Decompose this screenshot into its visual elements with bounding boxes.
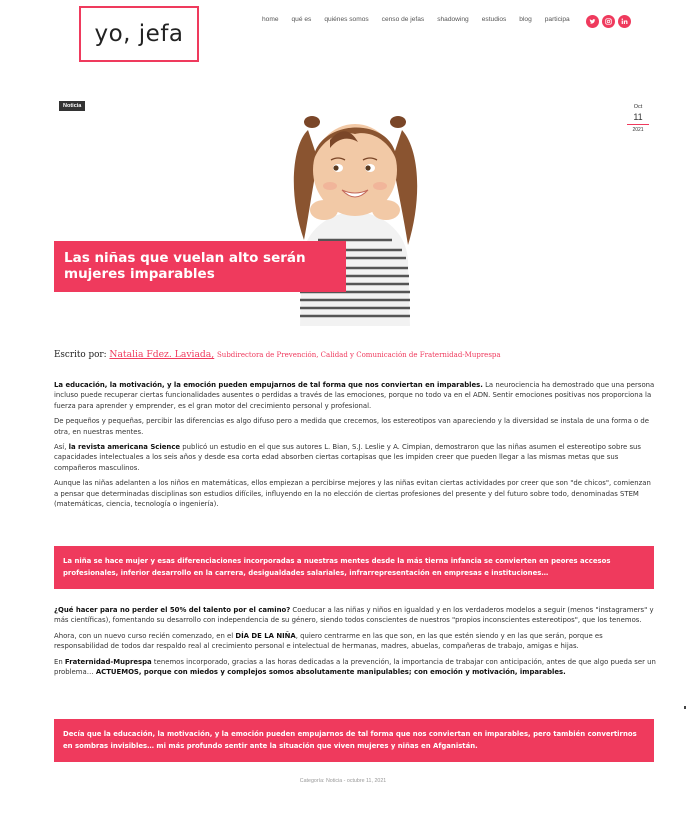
paragraph-1-text: La neurociencia ha demostrado que una persona incluso puede recuperar ciertas funcionalidades ausentes o perdidas a través de las emociones, porque no todo va en el ADN. Sentir emociones positivas nos proporciona la fuerza para aprender y emprender, es el gran motor del crecimiento personal y profesional. — [54, 381, 655, 410]
date-year: 2021 — [632, 127, 644, 133]
category-tag[interactable]: Noticia — [59, 101, 85, 111]
paragraph-1 — [54, 380, 656, 411]
author-prefix: Escrito por: — [54, 350, 107, 360]
paragraph-6-text: , quiero centrarme en las que son, en las que estén siendo y en las que serán, porque es responsabilidad de todos dar respaldo real al crecimiento personal e intelectual de hermanas, madres, abuelas, compañeras de trabajo, amigas e hijas. — [54, 631, 603, 651]
highlight-quote-2: Decía que la educación, la motivación, y la emoción pueden empujarnos de tal forma que nos conviertan en imparables, pero también convertirnos en sombras invisibles… mi más profundo sentir ante la situación que viven mujeres y niñas en Afganistán. — [54, 719, 654, 762]
nav-quienes-somos[interactable]: quiénes somos — [324, 16, 369, 23]
paragraph-6-bold: DÍA DE LA NIÑA — [235, 631, 296, 640]
paragraph-4: Aunque las niñas adelanten a los niños en matemáticas, ellos empiezan a percibirse mejores y las niñas evitan ciertas actividades por creer que son "de chicos", comienzan a pensar que determinadas disciplinas son estudios difíciles, influyendo en la no elección de ciertas profesiones del presente y del futuro sobre todo, denominadas STEM (matemáticas, ciencia, tecnología o ingeniería). — [54, 479, 651, 509]
nav-home[interactable]: home — [262, 16, 279, 23]
paragraph-5-text: Coeducar a las niñas y niños en igualdad y en los verdaderos modelos a seguir (menos "instagramers" y más científicas), fomentando su desarrollo con independencia de su género, siendo todos conscientes de nuestros "propios inconscientes estereotipos", que los tenemos. — [54, 606, 654, 625]
article-body-2 — [54, 605, 656, 682]
article-title-box — [54, 241, 346, 292]
paragraph-6 — [54, 631, 656, 652]
paragraph-1-bold: La educación, la motivación, y la emoción pueden empujarnos de tal forma que nos conviertan en imparables. — [54, 381, 483, 389]
author-link[interactable]: Natalia Fdez. Laviada, — [109, 349, 215, 360]
paragraph-7-start: En — [54, 657, 65, 666]
paragraph-2: De pequeños y pequeñas, percibir las diferencias es algo difuso pero a medida que crecemos, los estereotipos van apareciendo y la diversidad se instala de una forma o de otra, en nuestras mentes. — [54, 417, 650, 436]
paragraph-7-text: tenemos incorporado, gracias a las horas dedicadas a la prevención, la importancia de trabajar con anticipación, antes de que algo pueda ser un problema… — [54, 657, 656, 677]
title-line-1: Las niñas que vuelan alto serán — [64, 250, 306, 266]
paragraph-3-start: Así, — [54, 443, 69, 452]
paragraph-7 — [54, 657, 656, 678]
author-line — [54, 349, 501, 360]
nav-censo-de-jefas[interactable]: censo de jefas — [381, 16, 425, 23]
linkedin-icon[interactable] — [618, 15, 631, 28]
nav-participa[interactable]: participa — [544, 16, 570, 23]
nav-shadowing[interactable]: shadowing — [437, 16, 469, 23]
date-day: 11 — [627, 112, 649, 125]
paragraph-5-bold: ¿Qué hacer para no perder el 50% del talento por el camino? — [54, 606, 291, 614]
social-links — [586, 15, 631, 28]
article-title — [64, 250, 336, 282]
twitter-icon[interactable] — [586, 15, 599, 28]
highlight-quote-1: La niña se hace mujer y esas diferenciaciones incorporadas a nuestras mentes desde la más tierna infancia se convierten en peores accesos profesionales, inferior desarrollo en la carrera, desigualdades salariales, infrarrepresentación en empresas e instituciones… — [54, 546, 654, 589]
paragraph-7-bold-1: Fraternidad-Muprespa — [64, 657, 152, 666]
date-month: Oct — [633, 104, 643, 110]
paragraph-7-bold-2: ACTUEMOS, porque con miedos y complejos somos absolutamente manipulables; con emoción y motivación, imparables. — [95, 668, 566, 677]
nav-que-es[interactable]: qué es — [291, 16, 312, 23]
nav-blog[interactable]: blog — [519, 16, 532, 23]
paragraph-3 — [54, 442, 656, 473]
logo-text: yo, jefa — [94, 21, 184, 47]
article-body-1 — [54, 380, 656, 514]
hero-image — [290, 100, 420, 326]
nav-estudios[interactable]: estudios — [481, 16, 507, 23]
paragraph-6-start: Ahora, con un nuevo curso recién comenzado, en el — [54, 631, 236, 640]
main-nav — [262, 16, 583, 23]
post-meta-footer: Categoría: Noticia - octubre 11, 2021 — [299, 778, 387, 784]
paragraph-3-bold: la revista americana Science — [68, 443, 181, 452]
site-logo[interactable] — [79, 6, 199, 62]
instagram-icon[interactable] — [602, 15, 615, 28]
author-role: Subdirectora de Prevención, Calidad y Comunicación de Fraternidad-Muprespa — [217, 351, 501, 359]
post-date — [627, 104, 649, 133]
paragraph-3-text: publicó un estudio en el que sus autores L. Bian, S.J. Leslie y A. Cimpian, demostraron que las niñas asumen el estereotipo sobre sus capacidades intelectuales a los seis años y desde esa corta edad absorben ciertas cortapisas que les impiden creer que pueden llegar a las mismas metas que sus compañeros masculinos. — [54, 443, 642, 472]
title-line-2: mujeres imparables — [64, 266, 215, 282]
paragraph-5 — [54, 605, 656, 626]
